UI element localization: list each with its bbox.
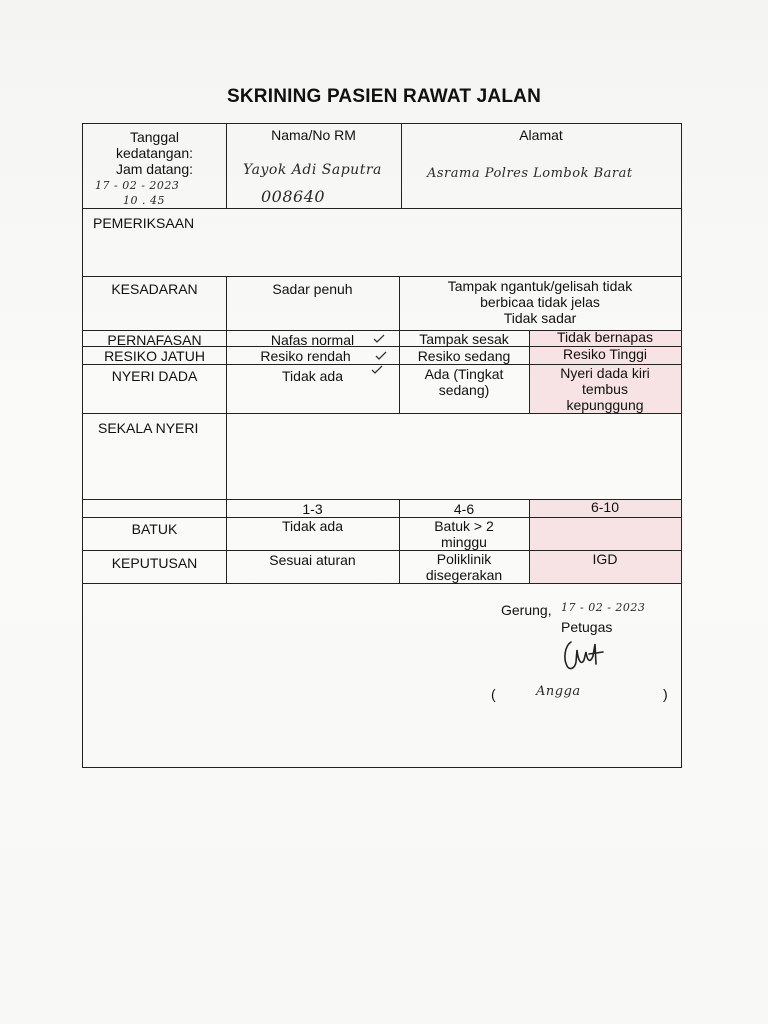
resiko-option-1: Resiko rendah bbox=[260, 348, 351, 364]
alamat-value: Asrama Polres Lombok Barat bbox=[427, 166, 633, 181]
pernafasan-option-2: Tampak sesak bbox=[419, 331, 509, 347]
row-divider bbox=[83, 413, 681, 414]
checkmark-icon bbox=[371, 365, 383, 375]
kesadaran-option-1: Sadar penuh bbox=[272, 281, 353, 297]
keputusan-option-2: Poliklinik disegerakan bbox=[425, 551, 503, 583]
scale-high: 6-10 bbox=[590, 499, 620, 515]
signing-place: Gerung, bbox=[501, 602, 552, 618]
nyeri-option-2: Ada (Tingkat sedang) bbox=[424, 366, 504, 398]
pernafasan-label: PERNAFASAN bbox=[107, 332, 202, 348]
signing-date: 17 - 02 - 2023 bbox=[561, 601, 646, 614]
pernafasan-option-3: Tidak bernapas bbox=[557, 329, 653, 345]
nama-value: Yayok Adi Saputra bbox=[243, 162, 382, 178]
pernafasan-option-1: Nafas normal bbox=[270, 332, 355, 348]
nyeri-option-3: Nyeri dada kiri tembus kepunggung bbox=[560, 365, 650, 413]
checkmark-icon bbox=[375, 351, 387, 361]
officer-name: Angga bbox=[536, 684, 581, 699]
jam-value: 10 . 45 bbox=[123, 194, 165, 207]
scale-low: 1-3 bbox=[302, 501, 323, 517]
keputusan-label: KEPUTUSAN bbox=[111, 555, 198, 571]
tanggal-value: 17 - 02 - 2023 bbox=[95, 179, 180, 192]
tanggal-label: Tanggal kedatangan: Jam datang: bbox=[115, 129, 194, 177]
petugas-label: Petugas bbox=[561, 619, 613, 635]
document-title: SKRINING PASIEN RAWAT JALAN bbox=[227, 86, 541, 107]
nama-label: Nama/No RM bbox=[271, 127, 356, 143]
pemeriksaan-label: PEMERIKSAAN bbox=[93, 215, 195, 231]
row-divider bbox=[83, 583, 681, 584]
scale-mid: 4-6 bbox=[453, 501, 475, 517]
signature-image bbox=[557, 636, 607, 678]
resiko-label: RESIKO JATUH bbox=[104, 348, 205, 364]
kesadaran-label: KESADARAN bbox=[111, 281, 198, 297]
resiko-option-3: Resiko Tinggi bbox=[562, 346, 648, 362]
keputusan-option-3: IGD bbox=[592, 551, 618, 567]
rm-value: 008640 bbox=[261, 187, 326, 206]
row-divider bbox=[83, 208, 681, 209]
high-risk-cell-batuk bbox=[529, 517, 681, 550]
resiko-option-2: Resiko sedang bbox=[417, 348, 511, 364]
batuk-option-1: Tidak ada bbox=[282, 518, 343, 534]
close-parenthesis: ) bbox=[663, 686, 668, 702]
open-parenthesis: ( bbox=[491, 686, 496, 702]
batuk-label: BATUK bbox=[131, 521, 178, 537]
sekala-label: SEKALA NYERI bbox=[98, 420, 199, 436]
nyeri-label: NYERI DADA bbox=[111, 368, 198, 384]
alamat-label: Alamat bbox=[519, 127, 563, 143]
batuk-option-2: Batuk > 2 minggu bbox=[434, 518, 494, 550]
keputusan-option-1: Sesuai aturan bbox=[269, 552, 356, 568]
kesadaran-option-2: Tampak ngantuk/gelisah tidak berbicaa tidak jelas Tidak sadar bbox=[447, 278, 633, 326]
nyeri-option-1: Tidak ada bbox=[282, 368, 343, 384]
row-divider bbox=[83, 276, 681, 277]
checkmark-icon bbox=[373, 334, 385, 344]
screening-form bbox=[82, 123, 682, 768]
